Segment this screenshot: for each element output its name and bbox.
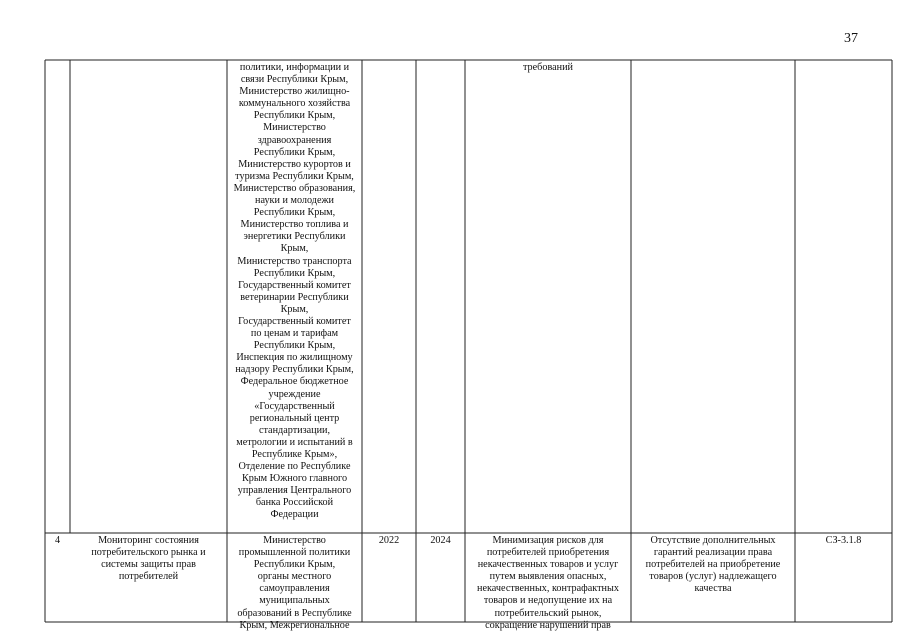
row4-name-cell: Мониторинг состояния потребительского рынка и системы защиты прав потребителей (91, 535, 206, 583)
row4-consequences-cell: Отсутствие дополнительных гарантий реализации права потребителей на приобретение товаров (услуг) надлежащего качества (645, 535, 781, 595)
row4-result-cell: Минимизация рисков для потребителей приобретения некачественных товаров и услуг путем выявления опасных, некачественных, контрафактных товаров и недопущение их на потребительский рынок, сокращение нарушений прав (477, 535, 619, 631)
continuation-executors-cell: политики, информации и связи Республики Крым, Министерство жилищно- коммунального хозяйства Республики Крым, Министерство здравоохранения Республики Крым, Министерство курортов и туризма Республики Крым, Министерство образования, науки и молодежи Республики Крым, Министерство топлива и энергетики Республики Крым, Министерство транспорта Республики Крым, Государственный комитет ветеринарии Республики Крым, Государственный комитет по ценам и тарифам Республики Крым, Инспекция по жилищному надзору Республики Крым, Федеральное бюджетное учреждение «Государственный региональный центр стандартизации, метрологии и испытаний в Республике Крым», Отделение по Республике Крым Южного главного управления Центрального банка Российской Федерации (233, 62, 356, 521)
row4-executors-cell: Министерство промышленной политики Республики Крым, органы местного самоуправления муниципальных образований в Республике Крым, Межрегиональное (237, 535, 352, 631)
continuation-result-cell: требований (522, 62, 574, 73)
row4-start-year-cell: 2022 (378, 535, 400, 546)
row4-end-year-cell: 2024 (430, 535, 451, 546)
page-number: 37 (844, 31, 858, 46)
row4-number-cell: 4 (54, 535, 61, 546)
row4-code-cell: СЗ-3.1.8 (825, 535, 862, 546)
